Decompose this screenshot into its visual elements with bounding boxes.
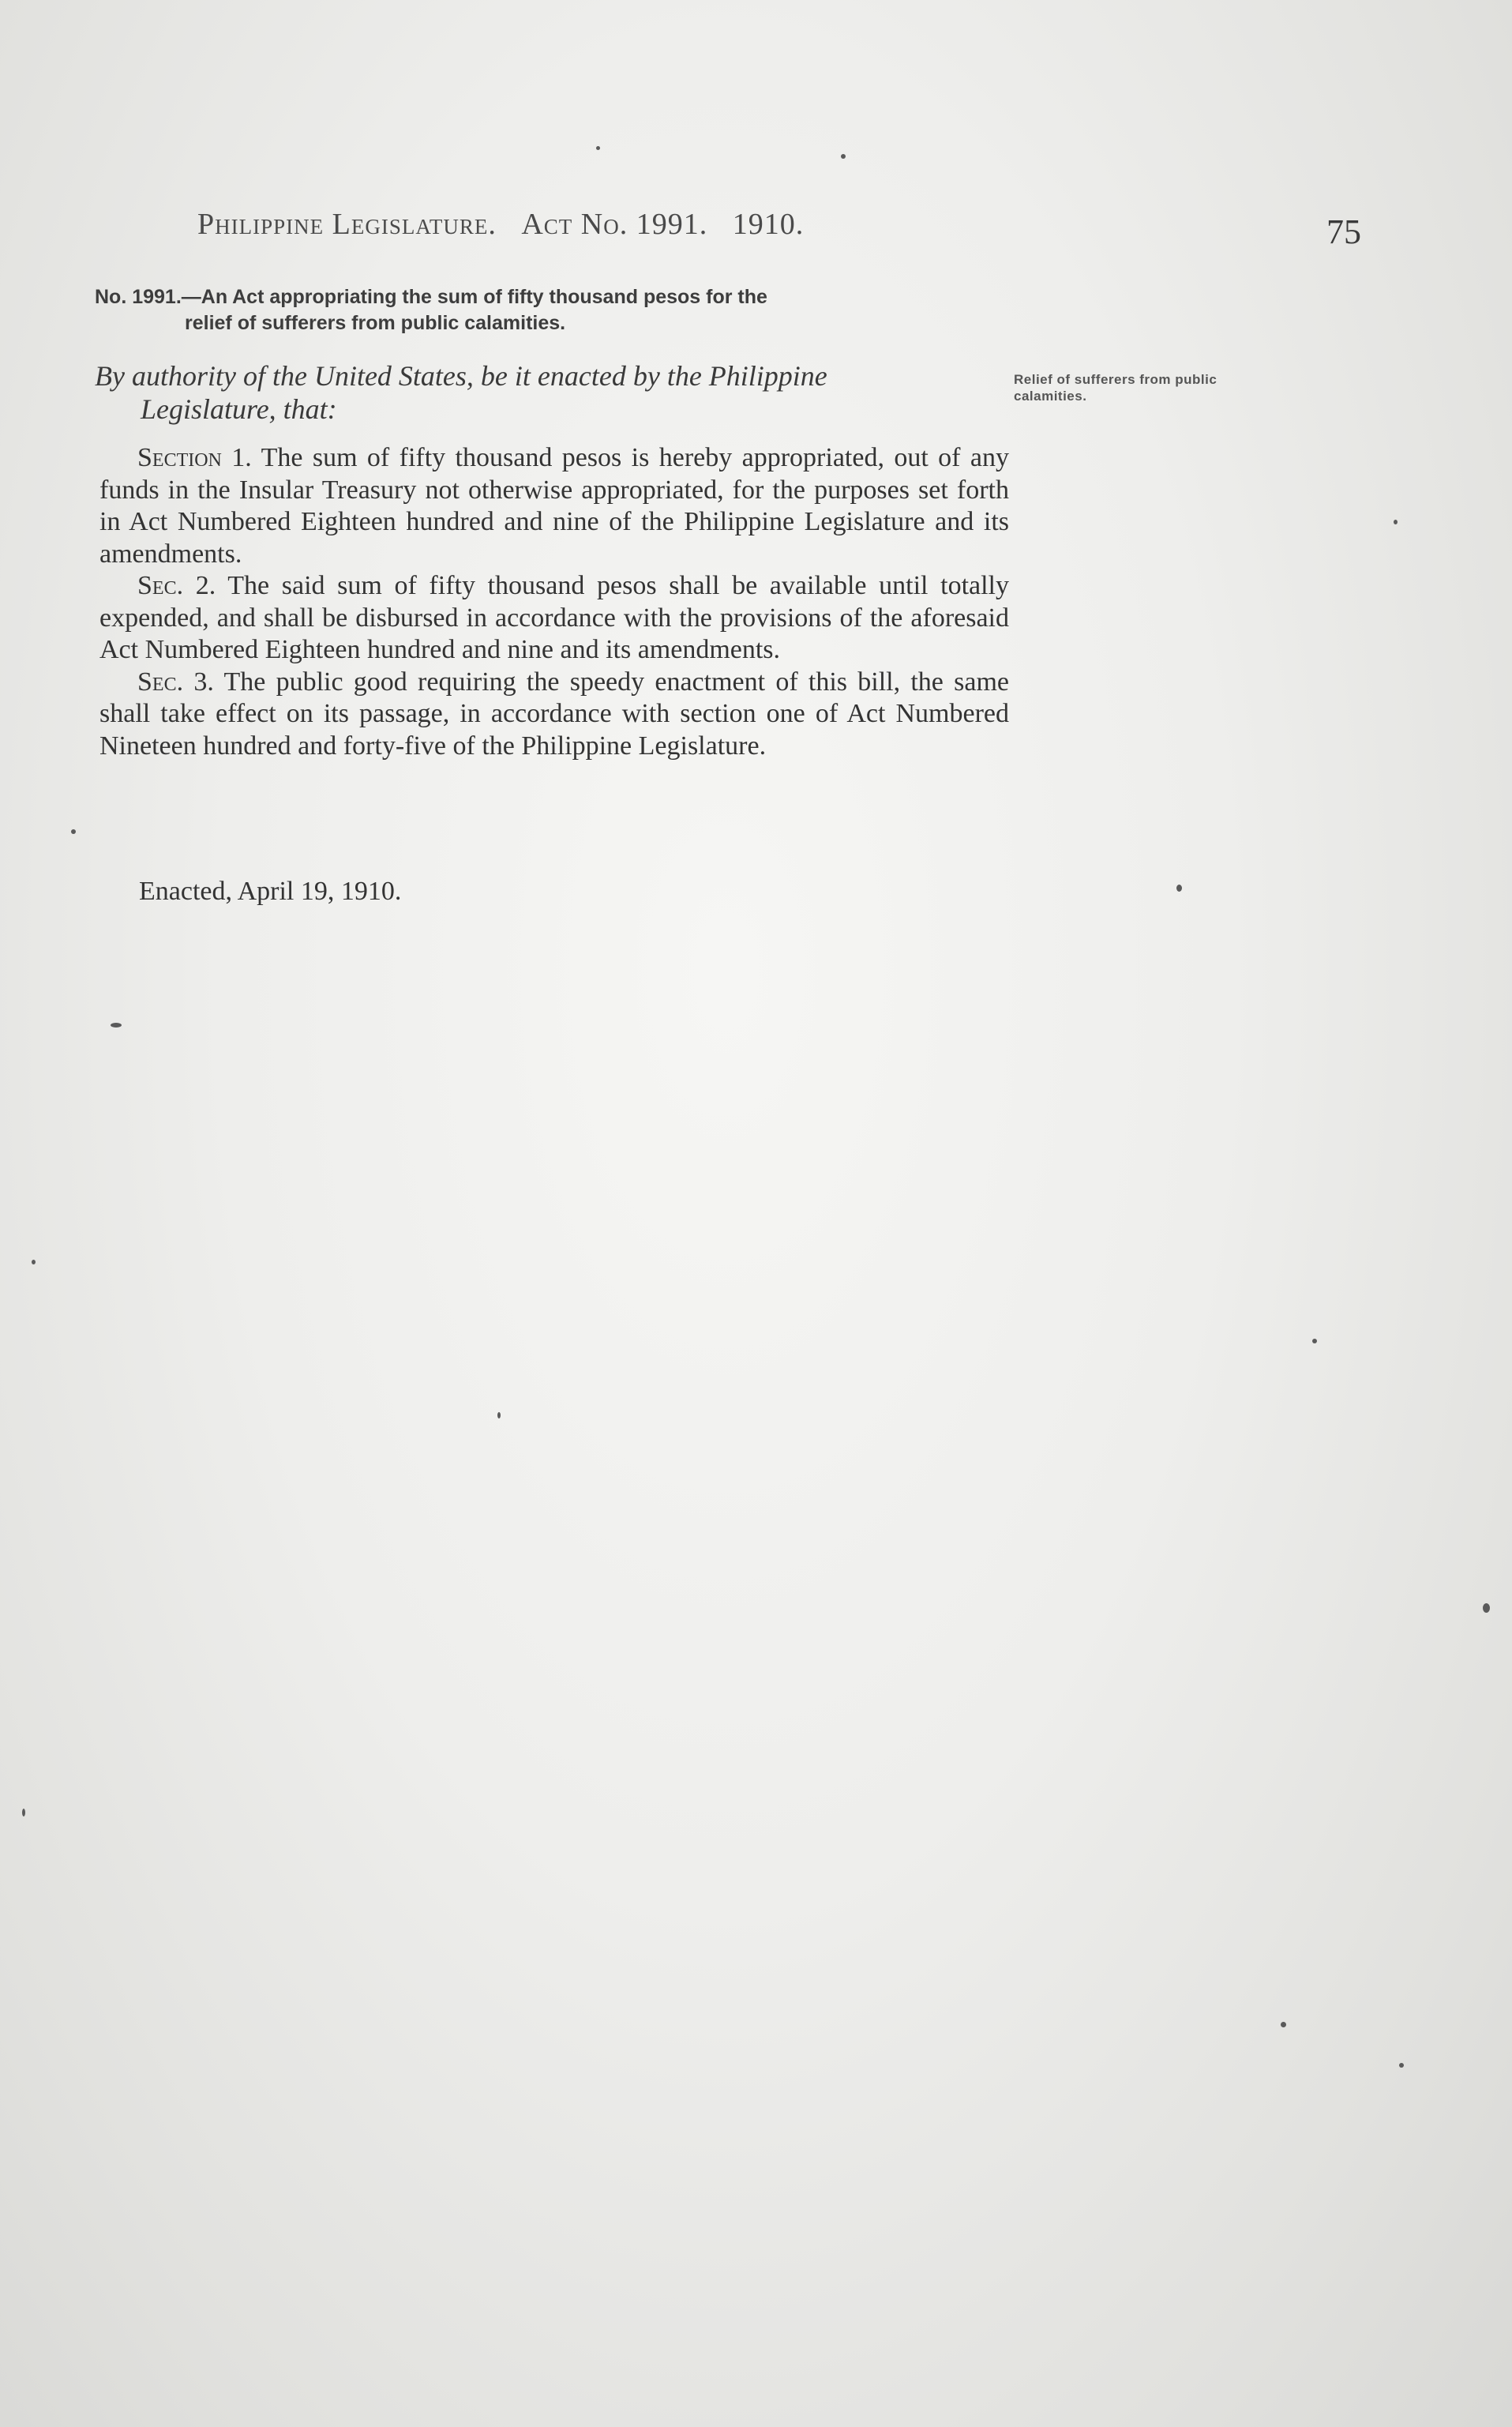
scan-speck bbox=[1394, 520, 1398, 524]
scan-speck bbox=[1176, 885, 1182, 892]
page-number: 75 bbox=[1326, 212, 1361, 251]
running-head-year: 1910. bbox=[732, 208, 805, 241]
margin-note: Relief of sufferers from public calamities. bbox=[1014, 372, 1217, 404]
enacting-clause-line-1: By authority of the United States, be it enacted by the Philippine bbox=[95, 360, 827, 392]
act-body bbox=[99, 442, 1009, 762]
act-heading-line-1: No. 1991.—An Act appropriating the sum of fifty thousand pesos for the bbox=[95, 286, 767, 308]
running-head-act-number: Act No. 1991. bbox=[521, 208, 708, 241]
act-heading bbox=[95, 284, 1011, 336]
scan-speck bbox=[596, 146, 600, 150]
enacted-date: Enacted, April 19, 1910. bbox=[139, 877, 402, 906]
scan-speck bbox=[1281, 2022, 1286, 2027]
scan-speck bbox=[111, 1023, 122, 1028]
section-paragraph bbox=[99, 442, 1009, 570]
section-label: Section 1. bbox=[137, 443, 252, 472]
scan-speck bbox=[1312, 1339, 1317, 1343]
section-text: The public good requiring the speedy enactment of this bill, the same shall take effect on its passage, in accordance with section one of Act Numbered Nineteen hundred and forty-five of the Philippine Legislature. bbox=[99, 667, 1009, 761]
section-paragraph bbox=[99, 667, 1009, 763]
section-label: Sec. 3. bbox=[137, 667, 214, 697]
section-text: The said sum of fifty thousand pesos shall be available until totally expended, and shall be disbursed in accordance with the provisions of the aforesaid Act Numbered Eighteen hundred and nine and its amendments. bbox=[99, 571, 1009, 664]
running-head bbox=[197, 207, 804, 242]
scan-speck bbox=[32, 1260, 36, 1264]
scan-speck bbox=[497, 1412, 501, 1418]
enacting-clause bbox=[95, 359, 1011, 426]
scan-speck bbox=[1399, 2063, 1404, 2068]
scan-speck bbox=[22, 1809, 25, 1816]
section-text: The sum of fifty thousand pesos is hereby appropriated, out of any funds in the Insular Treasury not otherwise appropriated, for the purposes set forth in Act Numbered Eighteen hundred and nine of the Philippine Legislature and its amendments. bbox=[99, 443, 1009, 569]
scan-speck bbox=[71, 829, 76, 834]
act-heading-line-2: relief of sufferers from public calamities. bbox=[185, 312, 566, 334]
enacting-clause-line-2: Legislature, that: bbox=[141, 393, 337, 425]
running-head-legislature: Philippine Legislature. bbox=[197, 208, 497, 241]
section-paragraph bbox=[99, 570, 1009, 667]
scan-speck bbox=[841, 154, 846, 159]
scan-speck bbox=[1483, 1603, 1490, 1613]
section-label: Sec. 2. bbox=[137, 571, 216, 600]
